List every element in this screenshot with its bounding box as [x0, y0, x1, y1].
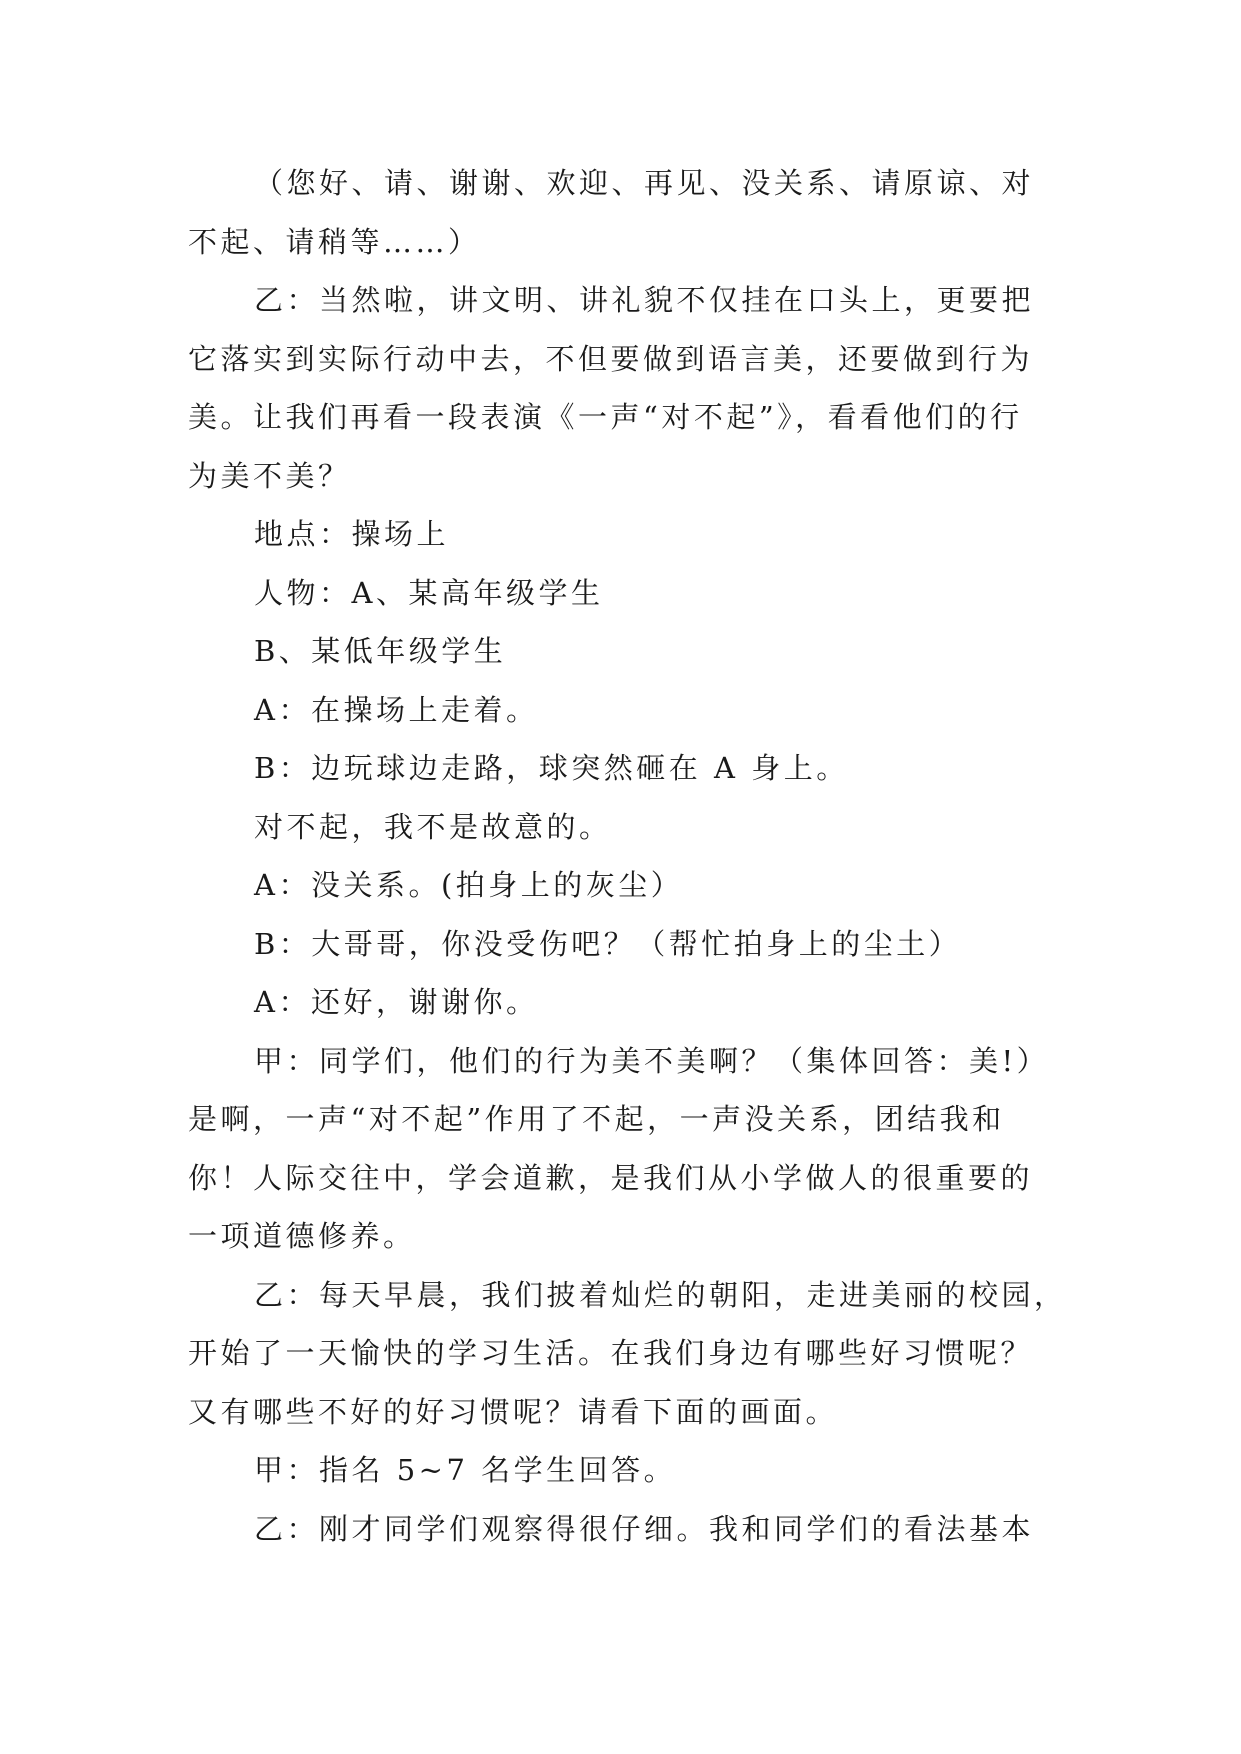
text-line: 甲：同学们，他们的行为美不美啊？（集体回答：美!）	[254, 1043, 1050, 1078]
text-line: 又有哪些不好的好习惯呢？请看下面的画面。	[188, 1394, 839, 1429]
paragraph-a-walking	[188, 681, 1068, 740]
document-body	[188, 154, 1068, 1558]
text-line: 开始了一天愉快的学习生活。在我们身边有哪些好习惯呢？	[188, 1336, 1034, 1370]
paragraph-a-thanks	[188, 973, 1068, 1032]
text-line: 人物：A、某高年级学生	[254, 575, 604, 610]
paragraph-yi-morning	[188, 1266, 1068, 1442]
text-line: 你！人际交往中，学会道歉，是我们从小学做人的很重要的	[188, 1160, 1034, 1195]
text-line: 为美不美？	[188, 458, 351, 493]
paragraph-polite-words	[188, 154, 1068, 271]
text-line: 乙：当然啦，讲文明、讲礼貌不仅挂在口头上，更要把	[254, 283, 1035, 317]
text-line: 美。让我们再看一段表演《一声“对不起”》，看看他们的行	[188, 400, 1023, 434]
text-line: B：边玩球边走路，球突然砸在 A 身上。	[254, 751, 849, 785]
text-line: B：大哥哥，你没受伤吧？（帮忙拍身上的尘土）	[254, 926, 962, 961]
text-line: 地点：操场上	[254, 517, 450, 551]
paragraph-b-concern	[188, 915, 1068, 974]
text-line: 对不起，我不是故意的。	[254, 809, 612, 844]
paragraph-characters	[188, 564, 1068, 623]
text-line: A：没关系。(拍身上的灰尘）	[254, 868, 684, 902]
paragraph-jia-answer	[188, 1441, 1068, 1500]
text-line: 是啊，一声“对不起”作用了不起，一声没关系，团结我和	[188, 1102, 1005, 1136]
text-line: 不起、请稍等……）	[188, 224, 481, 259]
paragraph-b-ball	[188, 739, 1068, 798]
text-line: A：在操场上走着。	[254, 692, 539, 727]
paragraph-jia-question	[188, 1032, 1068, 1266]
text-line: 乙：刚才同学们观察得很仔细。我和同学们的看法基本	[254, 1511, 1035, 1546]
paragraph-yi-observe	[188, 1500, 1068, 1559]
text-line: B、某低年级学生	[254, 634, 507, 668]
text-line: A：还好，谢谢你。	[254, 985, 539, 1019]
text-line: 乙：每天早晨，我们披着灿烂的朝阳，走进美丽的校园，	[254, 1277, 1067, 1312]
paragraph-yi-intro	[188, 271, 1068, 505]
paragraph-character-b	[188, 622, 1068, 681]
paragraph-a-reply	[188, 856, 1068, 915]
text-line: 一项道德修养。	[188, 1219, 416, 1253]
text-line: 甲：指名 5~7 名学生回答。	[254, 1453, 677, 1487]
paragraph-apology	[188, 798, 1068, 857]
text-line: 它落实到实际行动中去，不但要做到语言美，还要做到行为	[188, 341, 1034, 376]
paragraph-location	[188, 505, 1068, 564]
text-line: （您好、请、谢谢、欢迎、再见、没关系、请原谅、对	[254, 166, 1035, 200]
